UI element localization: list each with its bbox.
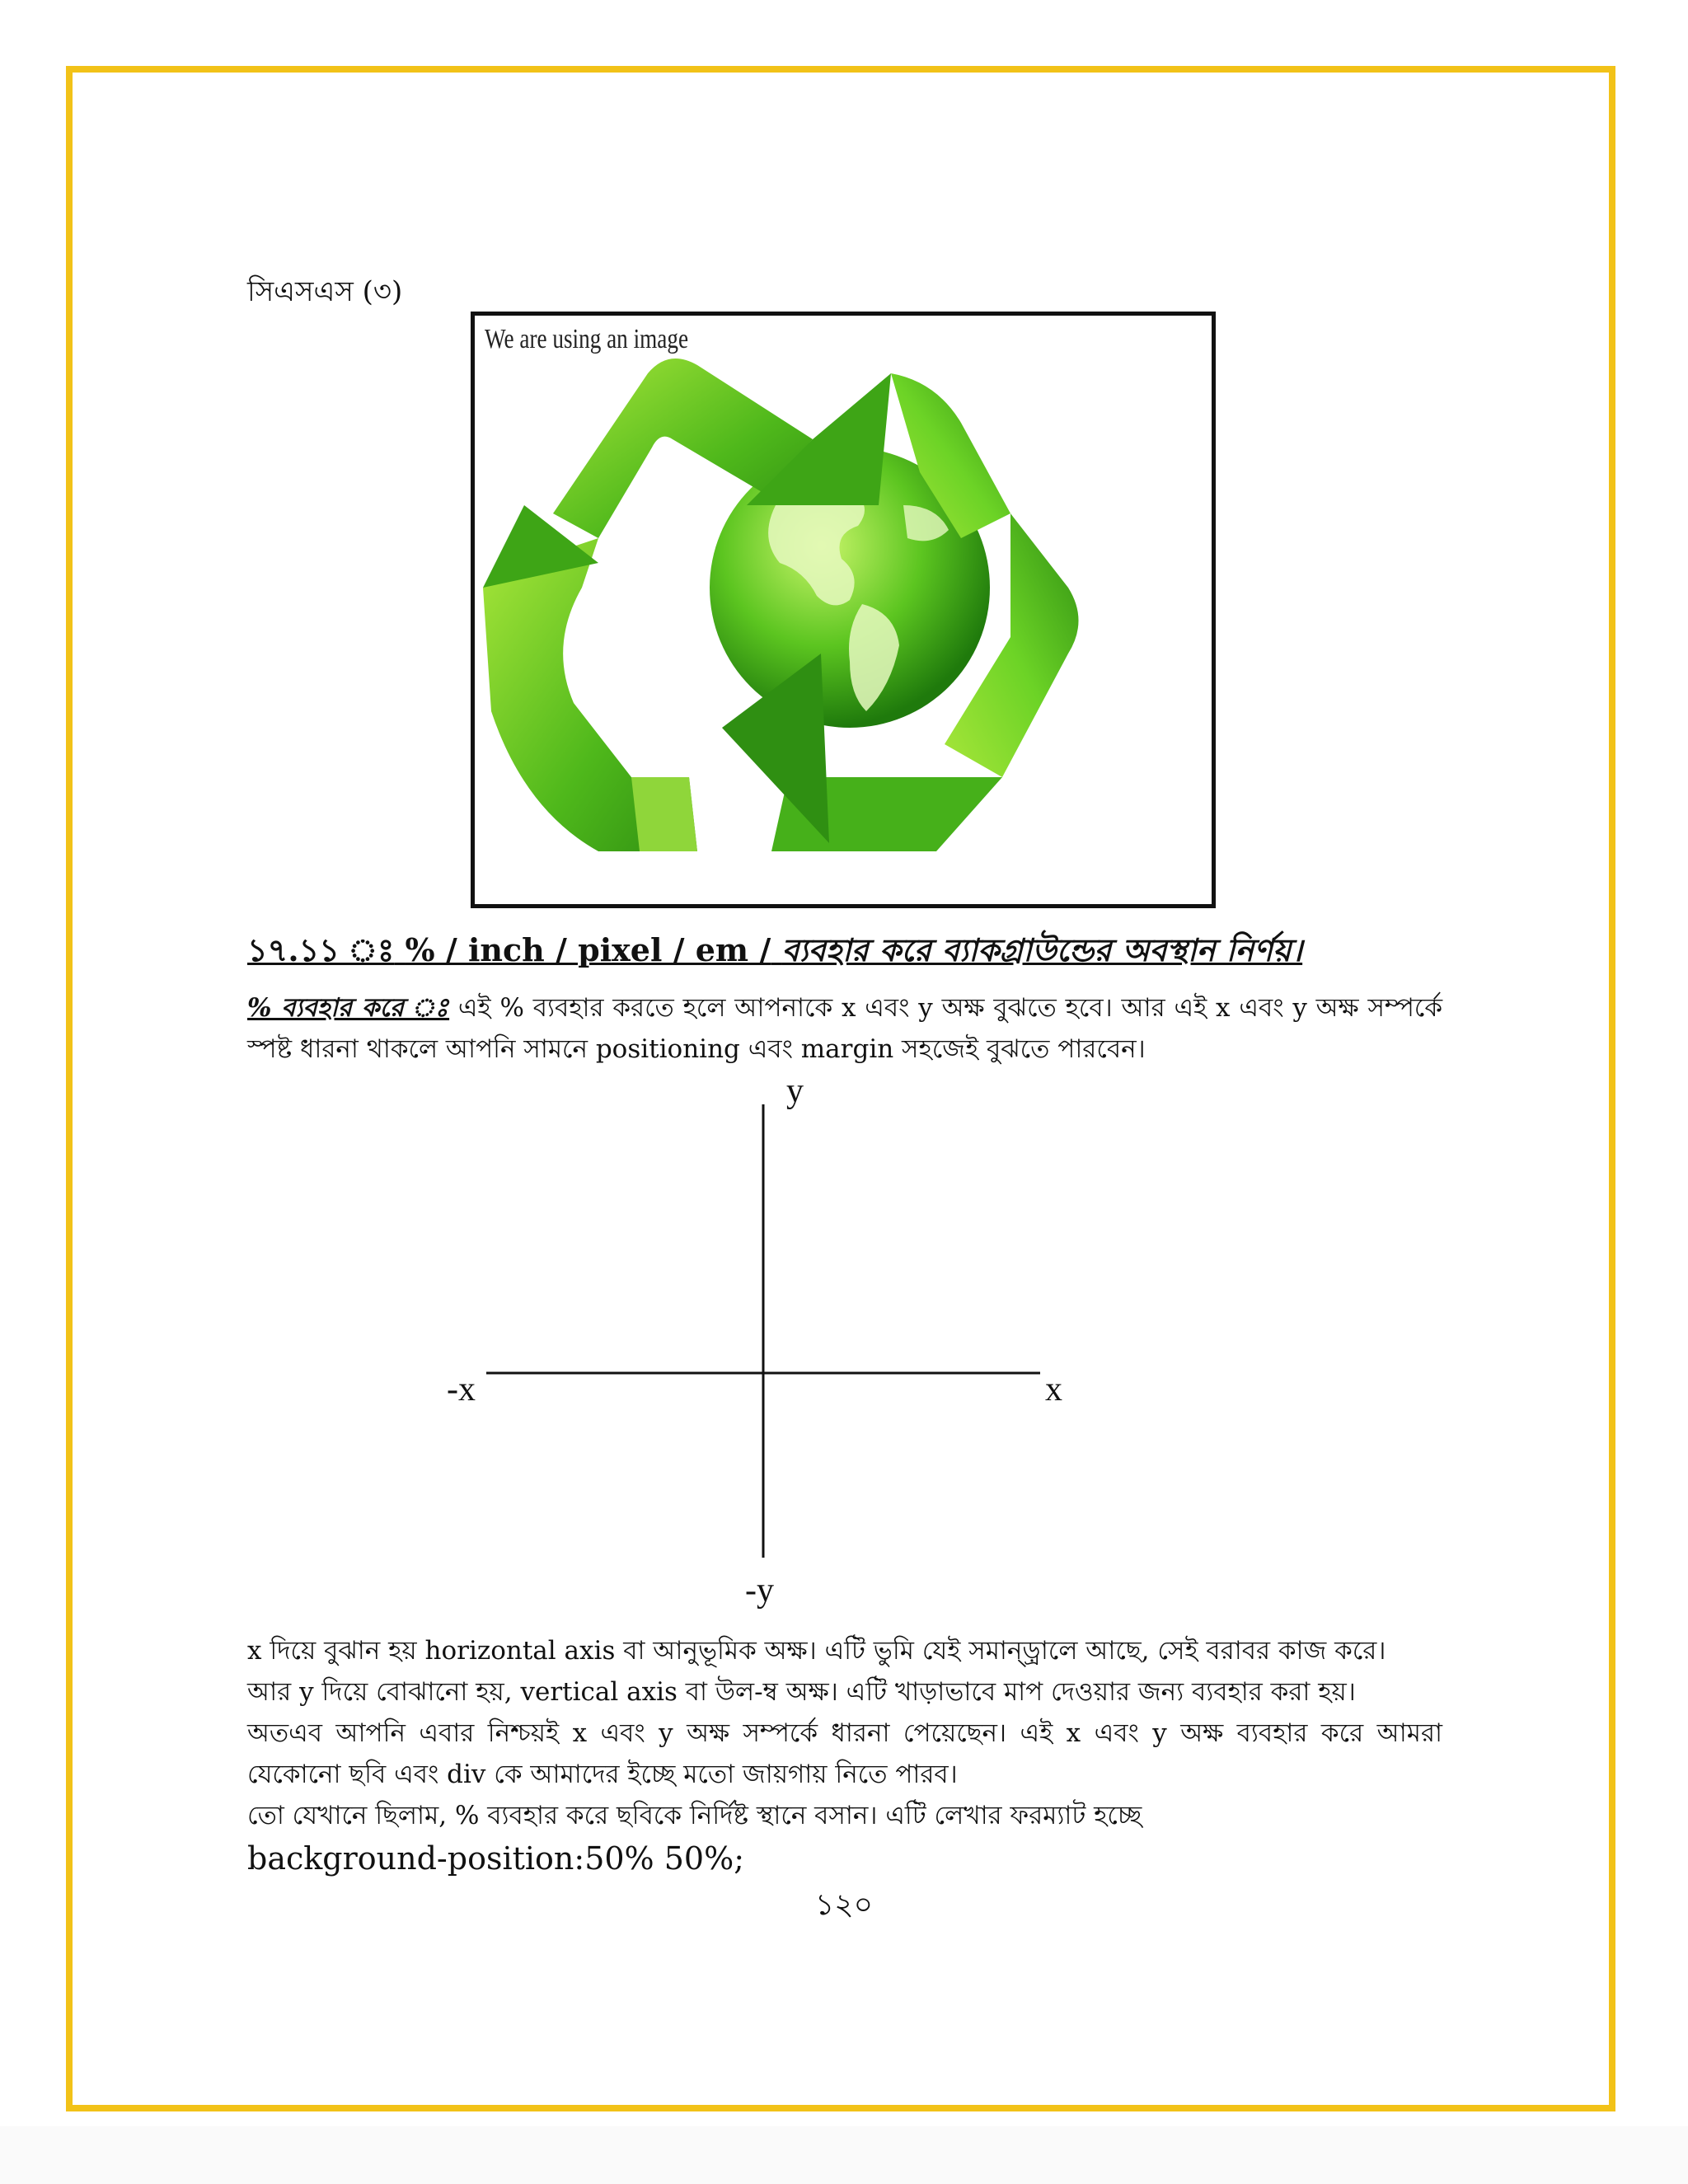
figure-caption: We are using an image — [485, 324, 689, 354]
intro-lead: % ব্যবহার করে ঃ — [247, 993, 450, 1023]
recycle-globe-graphic — [475, 316, 1212, 904]
section-title-units: % / inch / pixel / em / — [405, 931, 771, 968]
intro-paragraph — [247, 987, 1442, 1070]
section-heading — [247, 926, 1302, 979]
body-line: x দিয়ে বুঝান হয় horizontal axis বা আনুভূমিক অক্ষ। এটি ভুমি যেই সমান্ড়্রালে আছে, সেই বরাবর কাজ করে। — [247, 1636, 1386, 1666]
css-code-example: background-position:50% 50%; — [247, 1840, 745, 1877]
axis-diagram — [429, 1071, 1088, 1615]
recycle-globe-image — [471, 312, 1216, 908]
body-line: যেকোনো ছবি এবং div কে আমাদের ইচ্ছে মতো জায়গায় নিতে পারব। — [247, 1760, 958, 1789]
neg-x-axis-label: -x — [447, 1371, 476, 1408]
intro-text: এই % ব্যবহার করতে হলে আপনাকে x এবং y অক্ষ বুঝতে হবে। আর এই x এবং y অক্ষ সম্পর্কে স্পষ্ট ধারনা থাকলে আপনি সামনে positioning এবং margin সহজেই বুঝতে পারবেন। — [247, 993, 1443, 1064]
axis-lines — [429, 1071, 1088, 1615]
body-line: আর y দিয়ে বোঝানো হয়, vertical axis বা উল-ম্ব অক্ষ। এটি খাড়াভাবে মাপ দেওয়ার জন্য ব্যবহার করা হয়। — [247, 1677, 1356, 1707]
body-line: অতএব আপনি এবার নিশ্চয়ই x এবং y অক্ষ সম্পর্কে ধারনা পেয়েছেন। এই x এবং y অক্ষ ব্যবহার করে আমরা — [247, 1718, 1442, 1748]
body-line: তো যেখানে ছিলাম, % ব্যবহার করে ছবিকে নির্দিষ্ট স্থানে বসান। এটি লেখার ফরম্যাট হচ্ছে — [247, 1801, 1142, 1830]
x-axis-label: x — [1045, 1371, 1062, 1408]
section-number: ১৭.১১ ঃ — [247, 931, 395, 968]
body-paragraph — [247, 1630, 1442, 1879]
recycle-arrow-fold — [631, 777, 697, 851]
y-axis-label: y — [786, 1072, 804, 1110]
page-number: ১২০ — [814, 1888, 874, 1922]
page-bottom-margin — [0, 2126, 1688, 2184]
neg-y-axis-label: -y — [745, 1572, 774, 1610]
chapter-header: সিএসএস (৩) — [247, 275, 403, 308]
section-title-text: ব্যবহার করে ব্যাকগ্রাউন্ডের অবস্থান নির্ণয়। — [781, 931, 1303, 968]
